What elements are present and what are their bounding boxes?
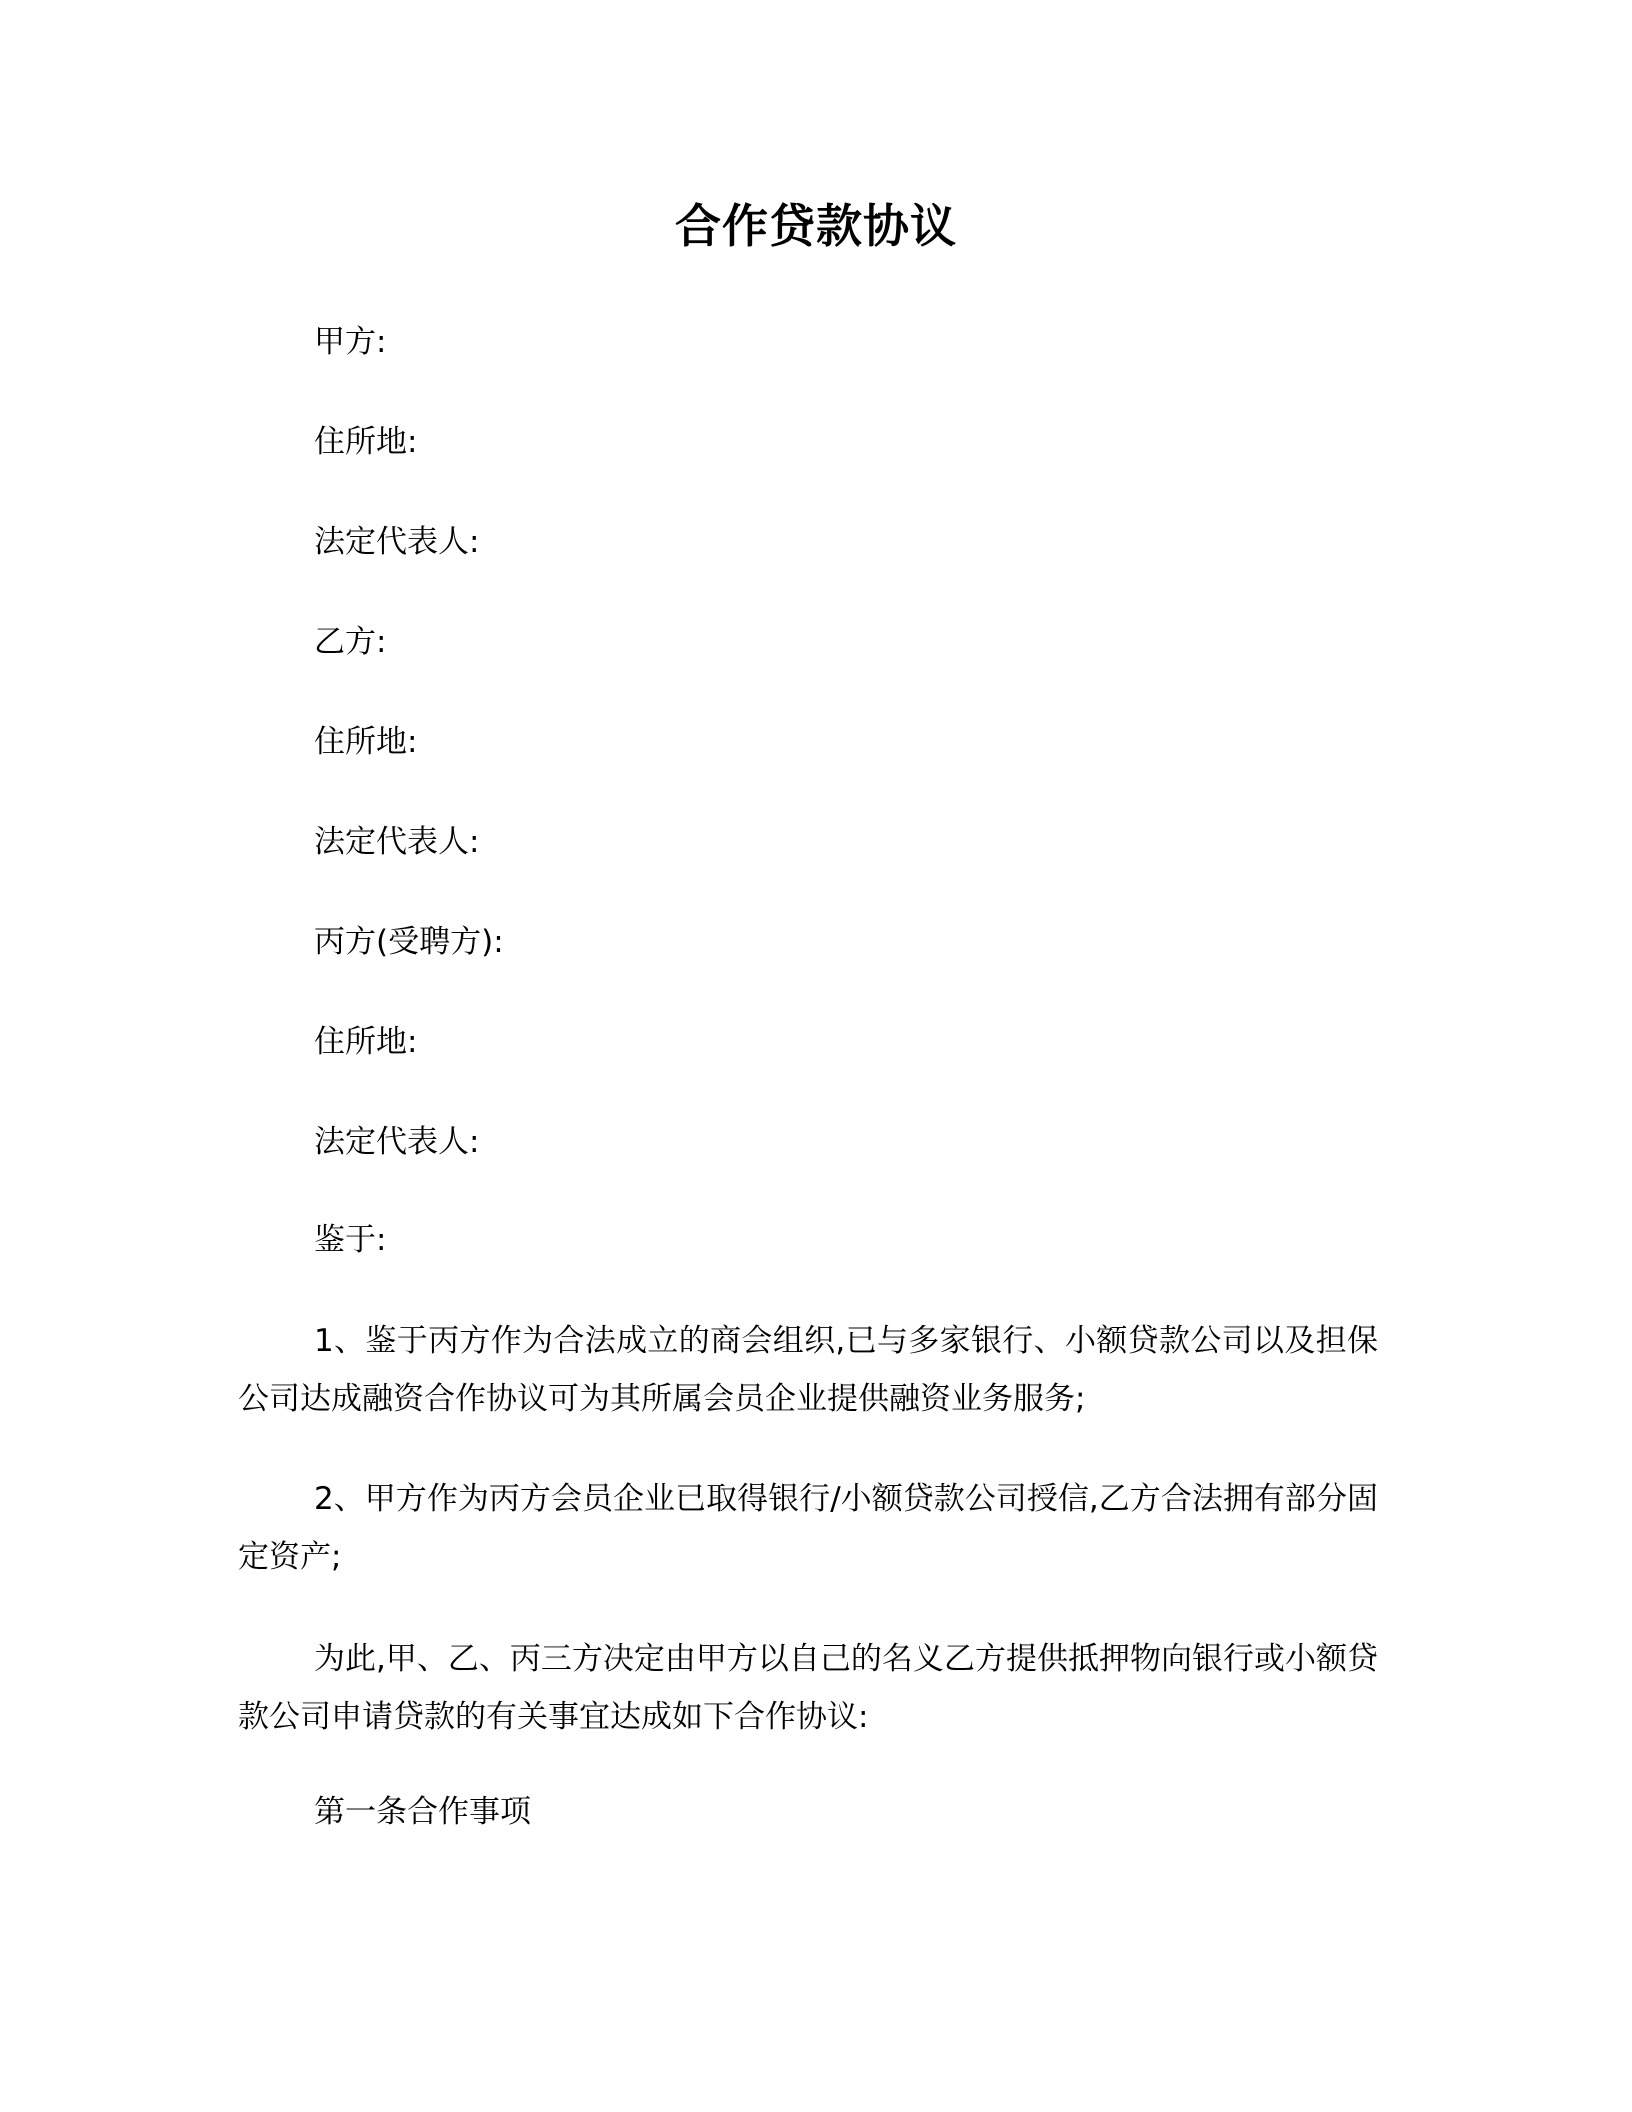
- whereas-label: 鉴于:: [314, 1222, 387, 1258]
- party-b-representative-label: 法定代表人:: [314, 824, 480, 860]
- party-c-representative-label: 法定代表人:: [314, 1124, 480, 1160]
- party-a-representative-label: 法定代表人:: [314, 524, 480, 560]
- article-1-heading: 第一条合作事项: [314, 1794, 531, 1830]
- party-c-address-label: 住所地:: [314, 1024, 418, 1060]
- party-a-address-label: 住所地:: [314, 424, 418, 460]
- party-b-label: 乙方:: [314, 624, 387, 660]
- whereas-item-2: 2、甲方作为丙方会员企业已取得银行/小额贷款公司授信,乙方合法拥有部分固定资产;: [238, 1481, 1378, 1575]
- agreement-intro: 为此,甲、乙、丙三方决定由甲方以自己的名义乙方提供抵押物向银行或小额贷款公司申请贷款的有关事宜达成如下合作协议:: [238, 1641, 1378, 1735]
- whereas-item-1: 1、鉴于丙方作为合法成立的商会组织,已与多家银行、小额贷款公司以及担保公司达成融资合作协议可为其所属会员企业提供融资业务服务;: [238, 1323, 1378, 1417]
- document-title: 合作贷款协议: [675, 199, 957, 253]
- party-c-label: 丙方(受聘方):: [314, 924, 504, 960]
- party-a-label: 甲方:: [314, 324, 387, 360]
- party-b-address-label: 住所地:: [314, 724, 418, 760]
